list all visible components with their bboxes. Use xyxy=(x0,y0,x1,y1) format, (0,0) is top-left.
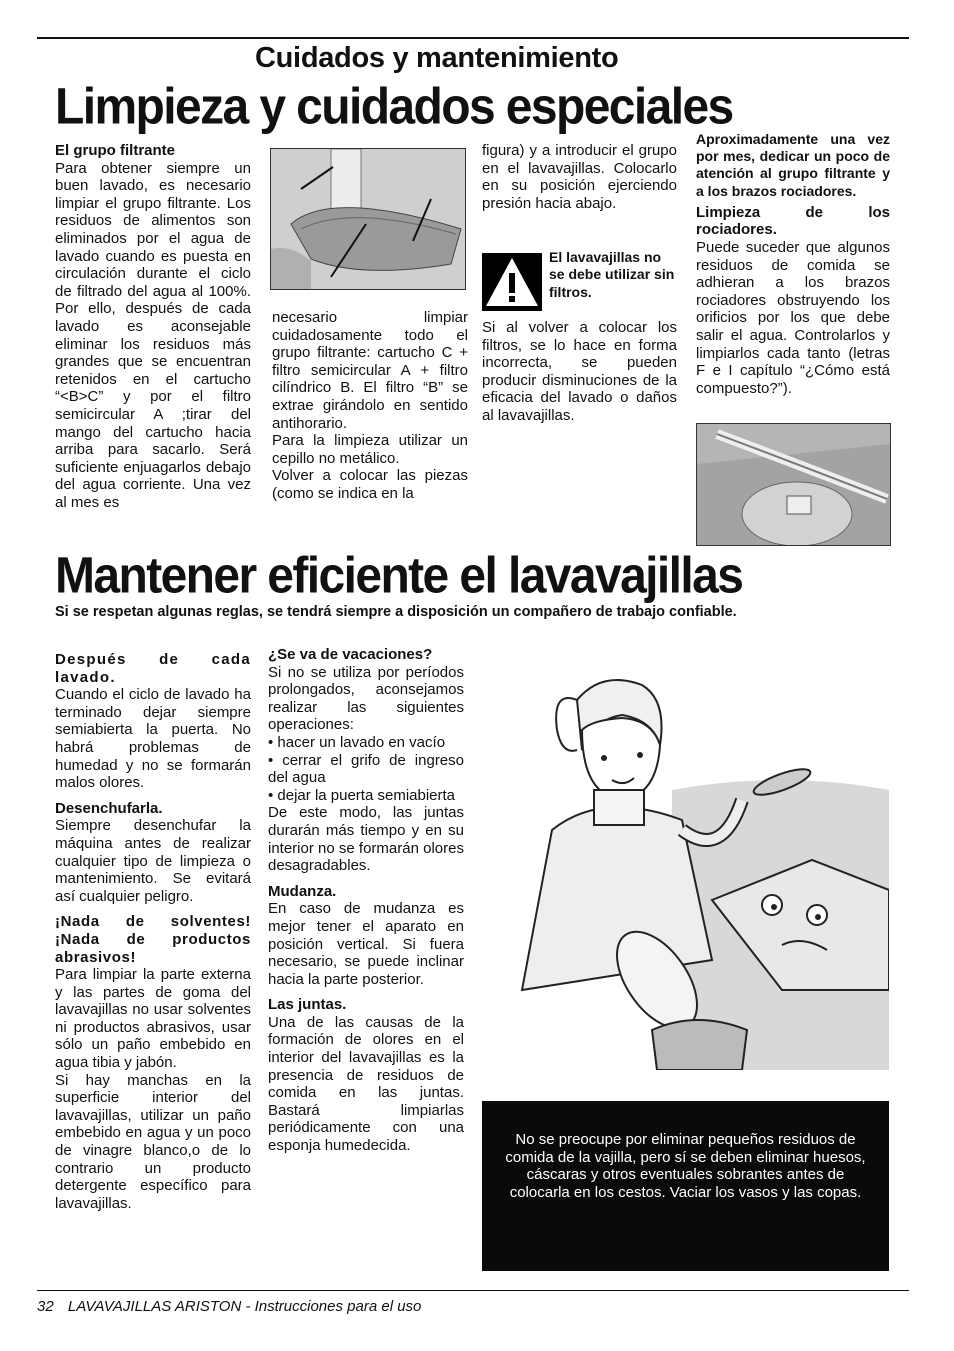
filter-group-illustration xyxy=(270,148,466,290)
filter-text-1: Para obtener siempre un buen lavado, es necesario limpiar el grupo filtrante. Los residuos de alimentos son eliminados por el agua de lavado cuando es puesta en circulación durante el ciclo de filtrado del agua al 100%. Por ello, después de cada lavado es aconsejable eliminar los residuos más grandes que se encuentran retenidos en el cartucho “<B>C” y por el filtro semicircular A ;tirar del mango del cartucho hacia arriba para sacarlo. Será suficiente enjuagarlos debajo del agua corriente. Una vez al mes es xyxy=(55,159,251,511)
warning-text: Si al volver a colocar los filtros, se lo hace en forma incorrecta, se pueden producir disminuciones de la eficacia del lavado o daños al lavavajillas. xyxy=(482,319,677,424)
seals-heading: Las juntas. xyxy=(268,996,347,1014)
vacation-item-1: • hacer un lavado en vacío xyxy=(268,733,446,751)
filter-photo-svg xyxy=(271,149,465,289)
vacation-item-3: • dejar la puerta semiabierta xyxy=(268,786,456,804)
filter-text-4: Volver a colocar las piezas (como se indica en la xyxy=(272,467,468,502)
solvents-text-2: Si hay manchas en la superficie interior del lavavajillas, utilizar un paño embebido en agua y un poco de vinagre blanco,o de lo contrario un producto detergente específico para lavavajillas. xyxy=(55,1071,251,1212)
filter-text-5: figura) y a introducir el grupo en el lavavajillas. Colocarlo en su posición ejerciendo presión hacia abajo. xyxy=(482,142,677,212)
cartoon-svg xyxy=(482,660,889,1070)
top-rule xyxy=(37,37,909,39)
moving-text: En caso de mudanza es mejor tener el aparato en posición vertical. Si fuera necesario, se puede inclinar hacia la parte posterior. xyxy=(268,900,464,988)
care-column-1 xyxy=(55,651,251,1212)
solvents-text-1: Para limpiar la parte externa y las partes de goma del lavavajillas no usar solventes ni productos abrasivos, usar sólo un paño embebido en agua tibia y jabón. xyxy=(55,966,251,1072)
unplug-heading: Desenchufarla. xyxy=(55,799,163,817)
footer xyxy=(37,1298,421,1315)
vacation-text: Si no se utiliza por períodos prolongados, aconsejamos realizar las siguientes operaciones: xyxy=(268,663,464,734)
sprayers-text: Puede suceder que algunos residuos de comida se adhieran a los brazos rociadores obstruyendo los orificios por los que debe salir el agua. Controlarlos y limpiarlos cada tanto (letras F e I capítulo “¿Cómo está compuesto?”). xyxy=(696,239,890,397)
care-column-2 xyxy=(268,646,464,1155)
sprayers-intro: Aproximadamente una vez por mes, dedicar un poco de atención al grupo filtrante y a los brazos rociadores. xyxy=(696,131,890,199)
filter-column-2 xyxy=(272,309,468,503)
sprayers-column xyxy=(696,131,890,397)
vacation-after: De este modo, las juntas durarán más tiempo y en su interior no se formarán olores desagradables. xyxy=(268,804,464,875)
after-wash-heading: Después de cada lavado. xyxy=(55,651,251,686)
bottom-rule xyxy=(37,1290,909,1291)
moving-heading: Mudanza. xyxy=(268,882,337,900)
filter-heading: El grupo filtrante xyxy=(55,142,175,159)
page-number: 32 xyxy=(37,1298,54,1315)
filter-column-3 xyxy=(482,142,677,212)
section-kicker: Cuidados y mantenimiento xyxy=(255,42,619,74)
seals-text: Una de las causas de la formación de olores en el interior del lavavajillas es la presencia de residuos de comida en las juntas. Bastará limpiarlas periódicamente con una esponja humedecida. xyxy=(268,1013,464,1155)
warning-icon xyxy=(482,253,542,311)
efficiency-title: Mantener eficiente el lavavajillas xyxy=(55,548,743,605)
filter-column-1 xyxy=(55,142,251,511)
filter-text-2: necesario limpiar cuidadosamente todo el grupo filtrante: cartucho C + filtro semicircular A + filtro cilíndrico B. El filtro “B” se extrae girándolo en sentido antihorario. xyxy=(272,309,468,432)
sprayer-photo-svg xyxy=(697,424,890,545)
woman-dishwasher-illustration xyxy=(482,660,889,1070)
vacation-heading: ¿Se va de vacaciones? xyxy=(268,646,433,663)
solvents-heading: ¡Nada de solventes! ¡Nada de productos abrasivos! xyxy=(55,913,251,966)
sprayers-heading: Limpieza de los rociadores. xyxy=(696,203,890,239)
footer-text: LAVAVAJILLAS ARISTON - Instrucciones para el uso xyxy=(67,1298,422,1315)
filter-text-3: Para la limpieza utilizar un cepillo no metálico. xyxy=(272,432,468,467)
warning-bold-text: El lavavajillas no se debe utilizar sin filtros. xyxy=(549,249,675,300)
efficiency-subtitle: Si se respetan algunas reglas, se tendrá siempre a disposición un compañero de trabajo confiable. xyxy=(55,604,737,620)
note-box-text: No se preocupe por eliminar pequeños residuos de comida de la vajilla, pero sí se deben eliminar huesos, cáscaras y otros eventuales sobrantes antes de colocarla en los cestos. Vaciar los vasos y las copas. xyxy=(505,1131,866,1201)
vacation-item-2: • cerrar el grifo de ingreso del agua xyxy=(268,751,464,787)
unplug-text: Siempre desenchufar la máquina antes de realizar cualquier tipo de limpieza o mantenimiento. Se evitará así cualquier peligro. xyxy=(55,817,251,905)
sprayer-arm-photo xyxy=(696,423,891,546)
note-box xyxy=(482,1101,889,1271)
page-title: Limpieza y cuidados especiales xyxy=(55,79,733,136)
after-wash-text: Cuando el ciclo de lavado ha terminado dejar siempre semiabierta la puerta. No habrá problemas de humedad y no se formarán malos olores. xyxy=(55,686,251,792)
